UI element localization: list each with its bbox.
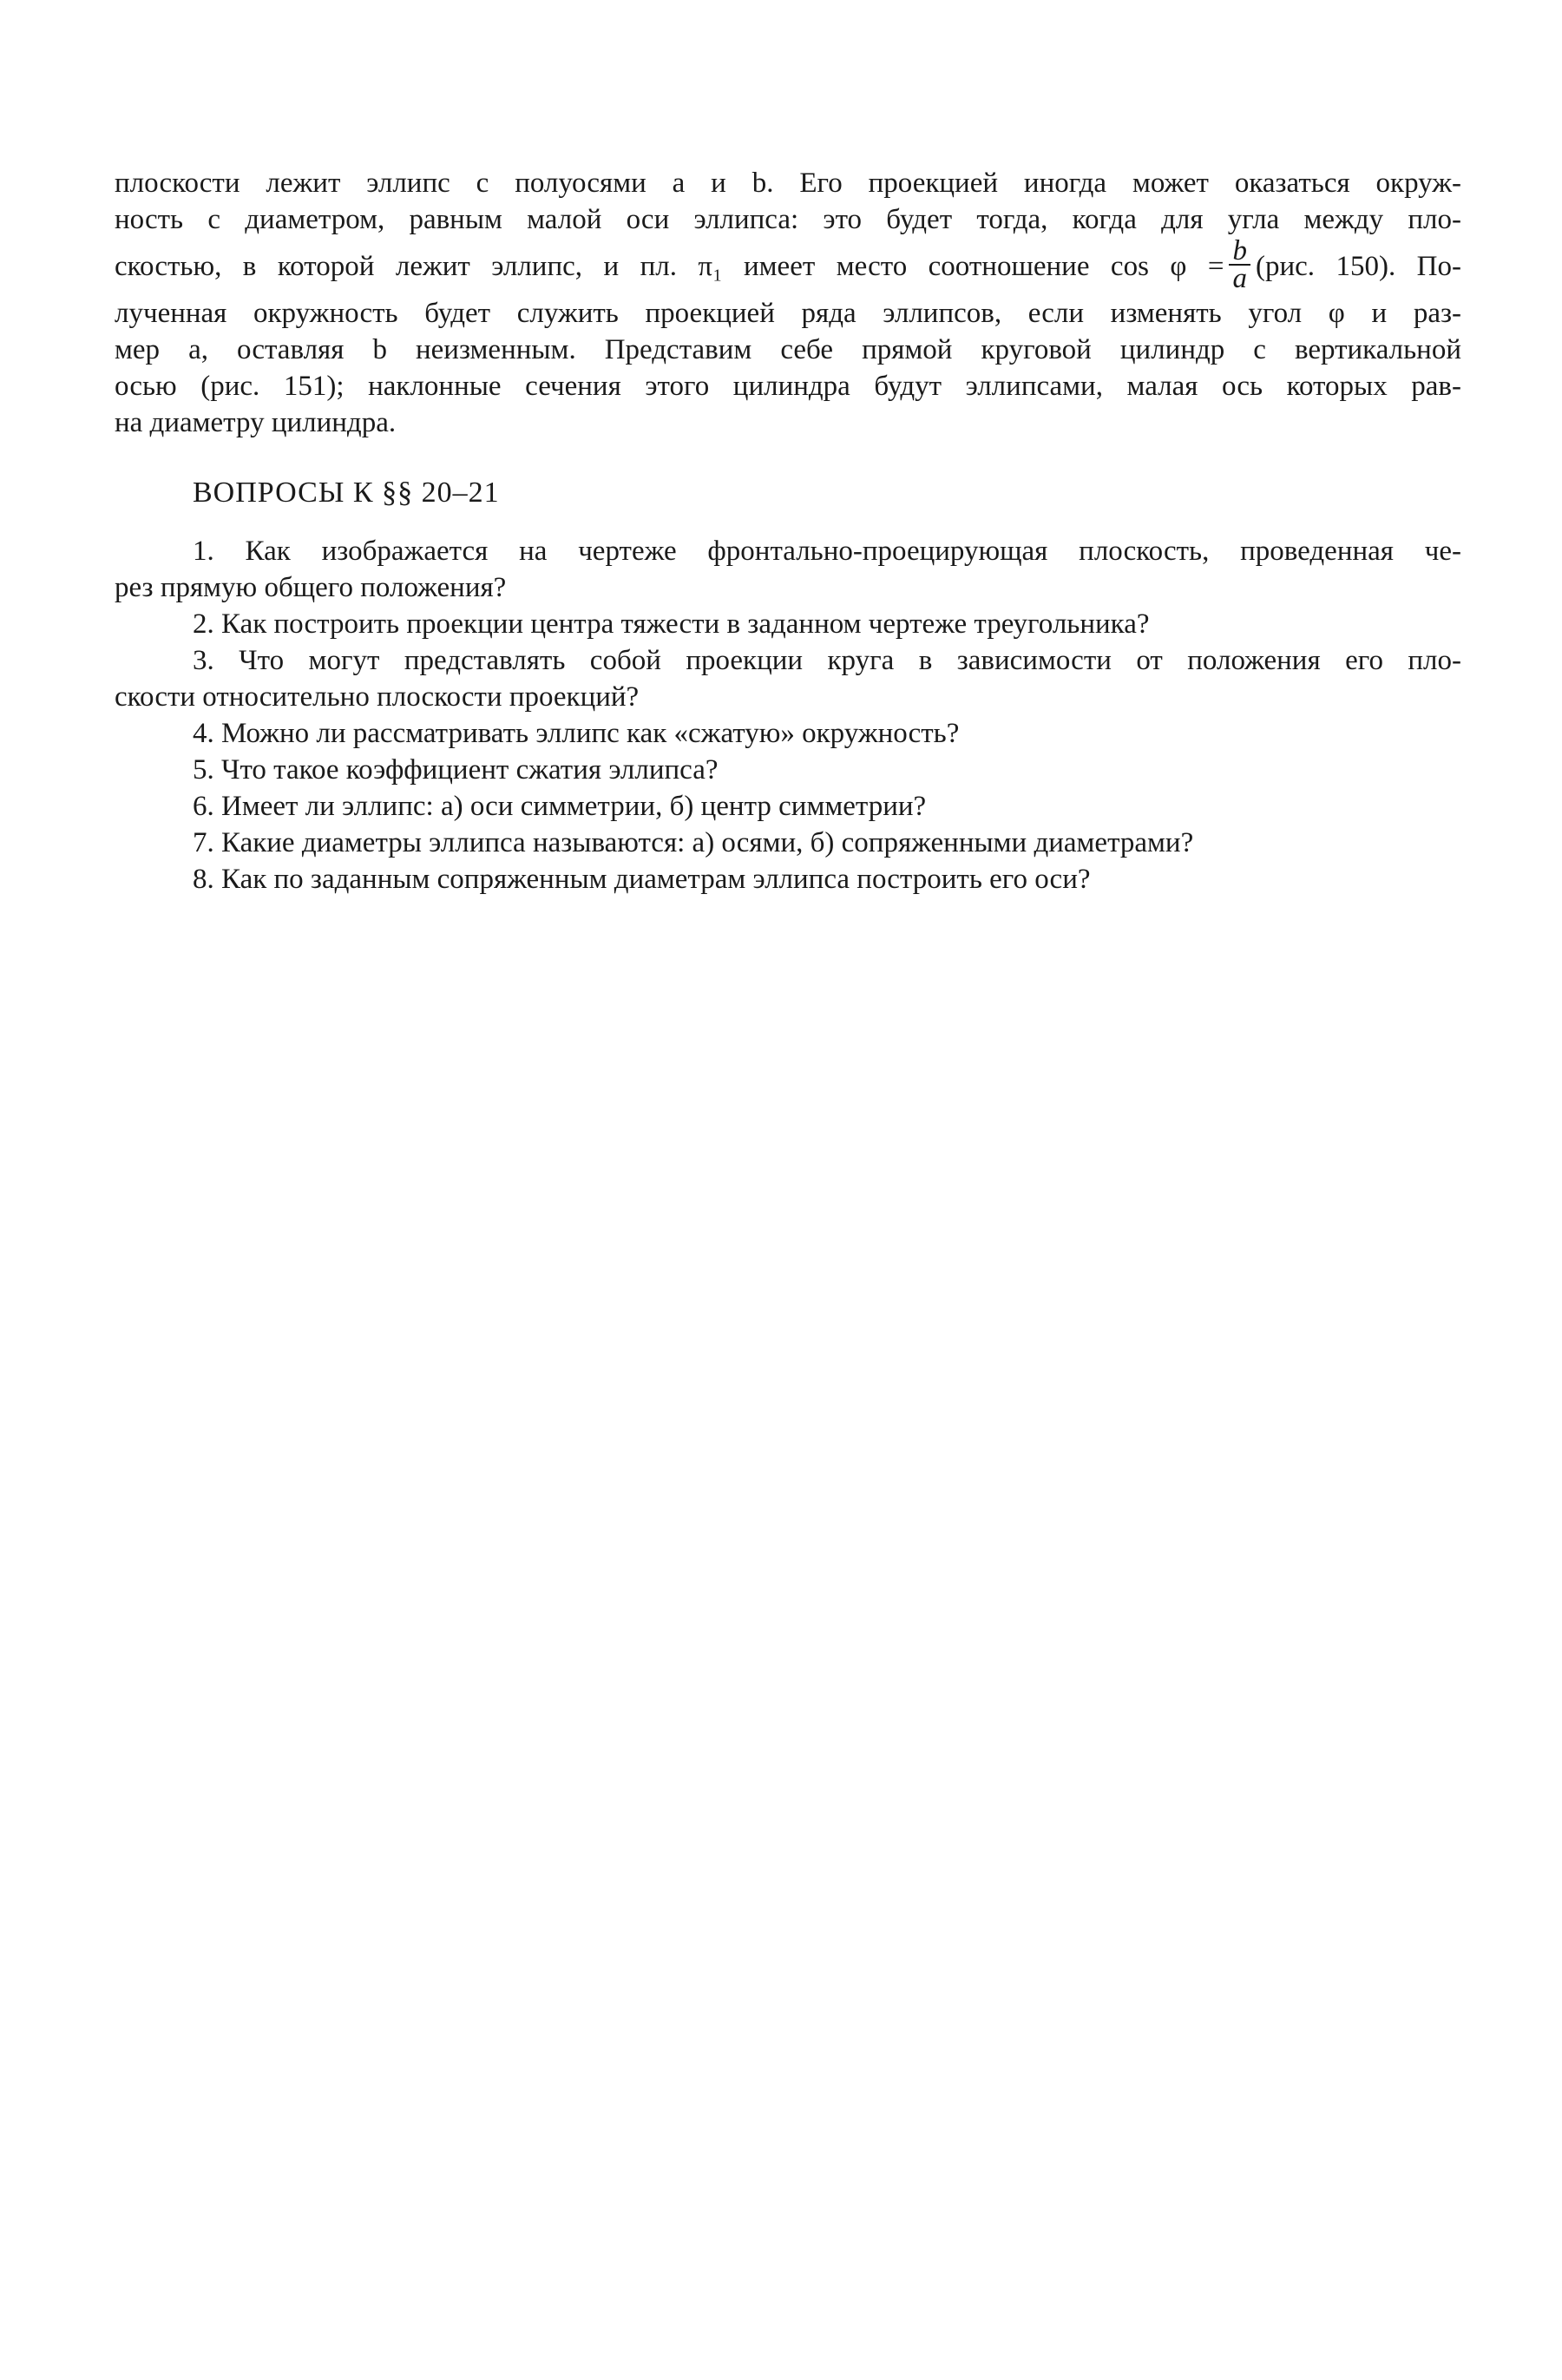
- question-line: 6. Имеет ли эллипс: а) оси симметрии, б) центр симметрии?: [193, 791, 927, 822]
- question-line: 8. Как по заданным сопряженным диаметрам эллипса построить его оси?: [193, 864, 1091, 895]
- question-line: скости относительно плоскости проекций?: [115, 681, 640, 713]
- formula-text-after: (рис. 150). По-: [1255, 251, 1461, 282]
- question-item: [115, 861, 1461, 897]
- question-line: 4. Можно ли рассматривать эллипс как «сжатую» окружность?: [193, 718, 960, 749]
- question-item: [115, 752, 1461, 788]
- formula-text-before: скостью, в которой лежит эллипс, и пл. π₁ имеет место соотношение cos φ =: [115, 251, 1224, 282]
- page: [115, 165, 1461, 897]
- fraction-b-over-a: [1229, 235, 1250, 295]
- question-line: 5. Что такое коэффициент сжатия эллипса?: [193, 754, 719, 786]
- fraction-numerator: b: [1229, 238, 1250, 266]
- question-line: 3. Что могут представлять собой проекции круга в зависимости от положения его пло-: [193, 645, 1461, 676]
- question-item: [115, 642, 1461, 715]
- question-line: 2. Как построить проекции центра тяжести в заданном чертеже треугольника?: [193, 608, 1150, 640]
- paragraph-line: осью (рис. 151); наклонные сечения этого цилиндра будут эллипсами, малая ось которых рав-: [115, 371, 1461, 402]
- question-item: [115, 715, 1461, 752]
- questions-list: [115, 533, 1461, 897]
- question-item: [115, 825, 1461, 861]
- question-line: рез прямую общего положения?: [115, 572, 507, 603]
- paragraph-line-with-formula: [115, 235, 1461, 295]
- section-heading: ВОПРОСЫ К §§ 20–21: [193, 477, 500, 509]
- paragraph-line: на диаметру цилиндра.: [115, 407, 397, 438]
- question-line: 1. Как изображается на чертеже фронтально-проецирующая плоскость, проведенная че-: [193, 536, 1461, 567]
- question-item: [115, 788, 1461, 825]
- question-item: [115, 533, 1461, 606]
- body-paragraph: [115, 165, 1461, 441]
- paragraph-line: плоскости лежит эллипс с полуосями a и b. Его проекцией иногда может оказаться окруж-: [115, 168, 1461, 199]
- question-item: [115, 606, 1461, 642]
- paragraph-line: лученная окружность будет служить проекцией ряда эллипсов, если изменять угол φ и раз-: [115, 298, 1461, 329]
- paragraph-line: мер a, оставляя b неизменным. Представим себе прямой круговой цилиндр с вертикальной: [115, 334, 1461, 365]
- paragraph-line: ность с диаметром, равным малой оси эллипса: это будет тогда, когда для угла между пло-: [115, 204, 1461, 235]
- question-line: 7. Какие диаметры эллипса называются: а) осями, б) сопряженными диаметрами?: [193, 827, 1194, 858]
- fraction-denominator: a: [1232, 263, 1247, 295]
